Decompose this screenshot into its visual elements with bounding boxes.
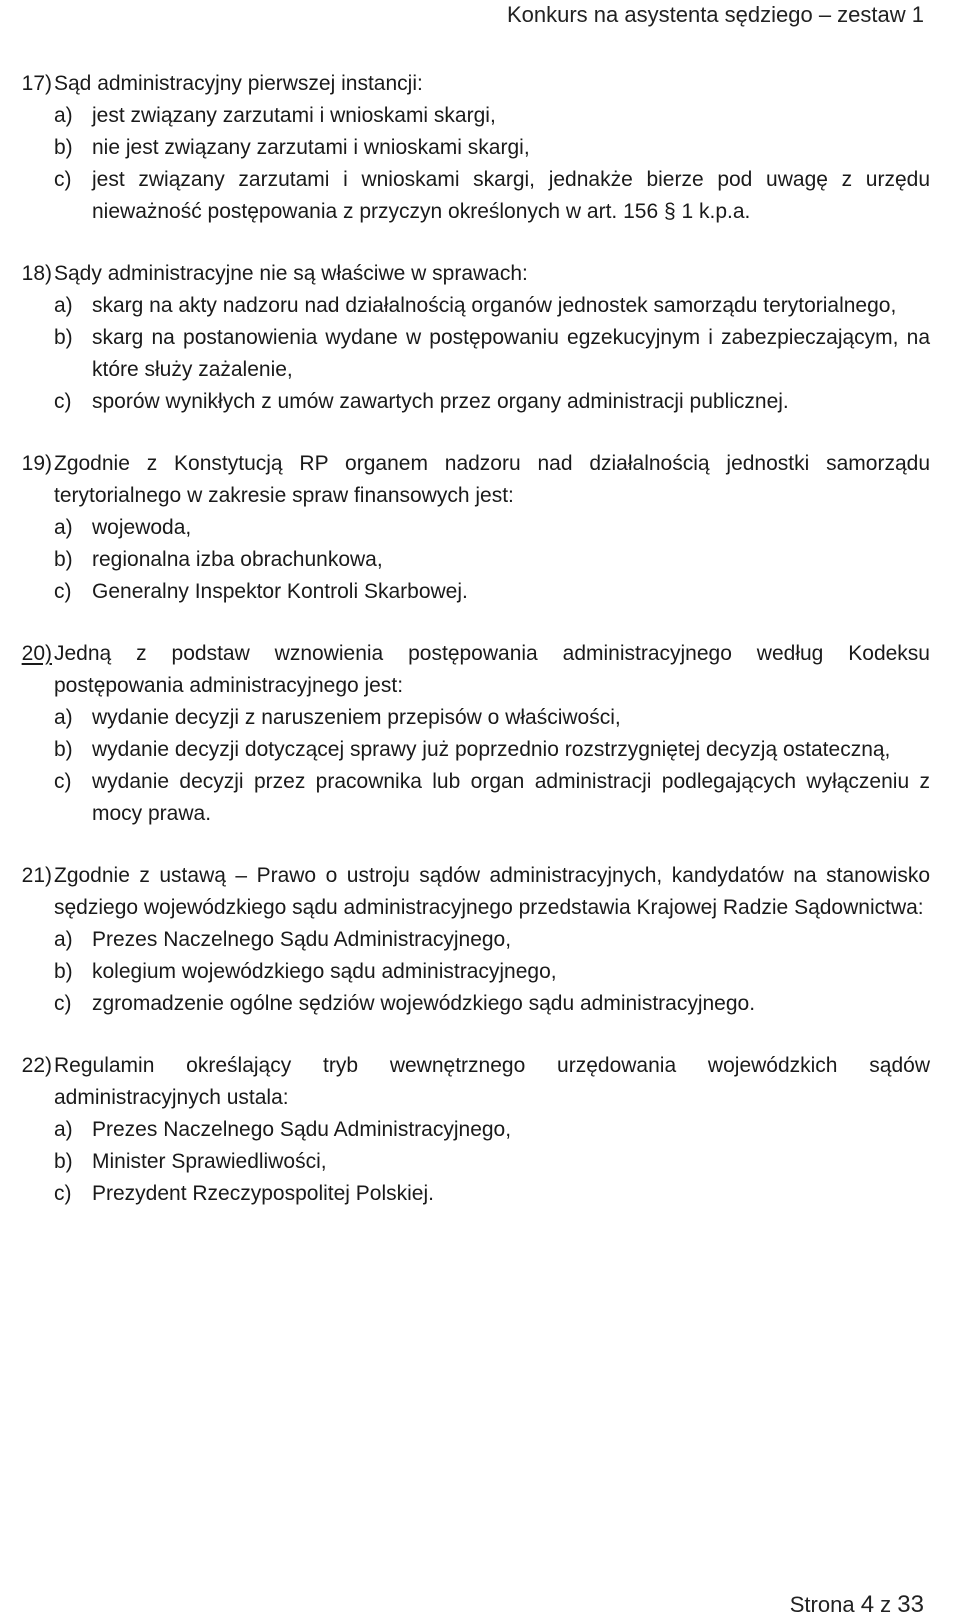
option-letter: c)	[54, 168, 72, 191]
question-21	[0, 860, 960, 1020]
question-stem: Sąd administracyjny pierwszej instancji:	[54, 72, 423, 95]
option-letter: c)	[54, 580, 72, 603]
option-text: skarg na postanowienia wydane w postępowaniu egzekucyjnym i zabezpieczającym, na które służy zażalenie,	[92, 326, 930, 381]
option-text: wydanie decyzji dotyczącej sprawy już poprzednio rozstrzygniętej decyzją ostateczną,	[92, 738, 891, 761]
question-number: 20)	[21, 642, 52, 665]
answer-option-b	[54, 734, 930, 766]
question-body	[54, 638, 930, 830]
question-18	[0, 258, 960, 418]
question-list	[0, 68, 960, 1240]
answer-option-c	[54, 766, 930, 830]
answer-option-a	[54, 512, 930, 544]
option-text: regionalna izba obrachunkowa,	[92, 548, 383, 571]
answer-option-c	[54, 576, 930, 608]
option-letter: a)	[54, 928, 73, 951]
answer-option-b	[54, 322, 930, 386]
option-letter: b)	[54, 1150, 73, 1173]
question-22	[0, 1050, 960, 1210]
header-title: Konkurs na asystenta sędziego – zestaw 1	[506, 2, 924, 27]
option-letter: c)	[54, 992, 72, 1015]
option-text: skarg na akty nadzoru nad działalnością organów jednostek samorządu terytorialnego,	[92, 294, 897, 317]
answer-option-a	[54, 100, 930, 132]
question-stem: Zgodnie z Konstytucją RP organem nadzoru nad działalnością jednostki samorządu terytorialnego w zakresie spraw finansowych jest:	[54, 452, 930, 507]
option-text: Minister Sprawiedliwości,	[92, 1150, 327, 1173]
answer-option-b	[54, 956, 930, 988]
option-letter: a)	[54, 1118, 73, 1141]
option-letter: b)	[54, 960, 73, 983]
page-header	[507, 0, 924, 30]
question-stem: Sądy administracyjne nie są właściwe w sprawach:	[54, 262, 528, 285]
answer-option-c	[54, 988, 930, 1020]
question-17	[0, 68, 960, 228]
answer-option-a	[54, 290, 930, 322]
question-number: 19)	[21, 452, 52, 475]
option-letter: a)	[54, 294, 73, 317]
option-text: jest związany zarzutami i wnioskami skargi,	[92, 104, 496, 127]
question-number: 17)	[21, 72, 52, 95]
option-letter: a)	[54, 104, 73, 127]
option-letter: c)	[54, 770, 72, 793]
answer-option-a	[54, 1114, 930, 1146]
page-footer	[790, 1590, 924, 1620]
option-text: zgromadzenie ogólne sędziów wojewódzkiego sądu administracyjnego.	[92, 992, 756, 1015]
question-body	[54, 68, 930, 228]
question-body	[54, 860, 930, 1020]
answer-option-b	[54, 1146, 930, 1178]
option-text: sporów wynikłych z umów zawartych przez organy administracji publicznej.	[92, 390, 789, 413]
question-stem: Zgodnie z ustawą – Prawo o ustroju sądów administracyjnych, kandydatów na stanowisko sędziego wojewódzkiego sądu administracyjnego przedstawia Krajowej Radzie Sądownictwa:	[54, 864, 930, 919]
option-text: nie jest związany zarzutami i wnioskami skargi,	[92, 136, 530, 159]
answer-option-b	[54, 544, 930, 576]
answer-option-b	[54, 132, 930, 164]
option-letter: a)	[54, 516, 73, 539]
question-number: 18)	[21, 262, 52, 285]
option-text: Prezydent Rzeczypospolitej Polskiej.	[92, 1182, 434, 1205]
question-body	[54, 258, 930, 418]
question-number: 22)	[21, 1054, 52, 1077]
footer-page-total: 33	[897, 1591, 924, 1618]
question-body	[54, 1050, 930, 1210]
option-letter: b)	[54, 548, 73, 571]
question-body	[54, 448, 930, 608]
answer-option-c	[54, 164, 930, 228]
answer-option-c	[54, 1178, 930, 1210]
option-letter: b)	[54, 136, 73, 159]
option-letter: c)	[54, 390, 72, 413]
option-text: kolegium wojewódzkiego sądu administracyjnego,	[92, 960, 557, 983]
option-text: wydanie decyzji z naruszeniem przepisów o właściwości,	[92, 706, 621, 729]
option-letter: b)	[54, 738, 73, 761]
footer-page-separator: z	[880, 1592, 892, 1617]
question-number: 21)	[21, 864, 52, 887]
question-20	[0, 638, 960, 830]
answer-option-a	[54, 924, 930, 956]
answer-option-c	[54, 386, 930, 418]
footer-page-prefix: Strona	[789, 1592, 855, 1617]
question-19	[0, 448, 960, 608]
option-letter: c)	[54, 1182, 72, 1205]
footer-page-number: 4	[860, 1591, 875, 1618]
option-text: Generalny Inspektor Kontroli Skarbowej.	[92, 580, 468, 603]
option-letter: b)	[54, 326, 73, 349]
question-stem: Regulamin określający tryb wewnętrznego urzędowania wojewódzkich sądów administracyjnych ustala:	[54, 1054, 930, 1109]
question-stem: Jedną z podstaw wznowienia postępowania administracyjnego według Kodeksu postępowania administracyjnego jest:	[54, 642, 930, 697]
option-text: wojewoda,	[92, 516, 192, 539]
answer-option-a	[54, 702, 930, 734]
option-text: Prezes Naczelnego Sądu Administracyjnego,	[92, 928, 512, 951]
option-text: Prezes Naczelnego Sądu Administracyjnego,	[92, 1118, 512, 1141]
option-letter: a)	[54, 706, 73, 729]
option-text: wydanie decyzji przez pracownika lub organ administracji podlegających wyłączeniu z mocy prawa.	[92, 770, 930, 825]
option-text: jest związany zarzutami i wnioskami skargi, jednakże bierze pod uwagę z urzędu nieważność postępowania z przyczyn określonych w art. 156 § 1 k.p.a.	[92, 168, 930, 223]
